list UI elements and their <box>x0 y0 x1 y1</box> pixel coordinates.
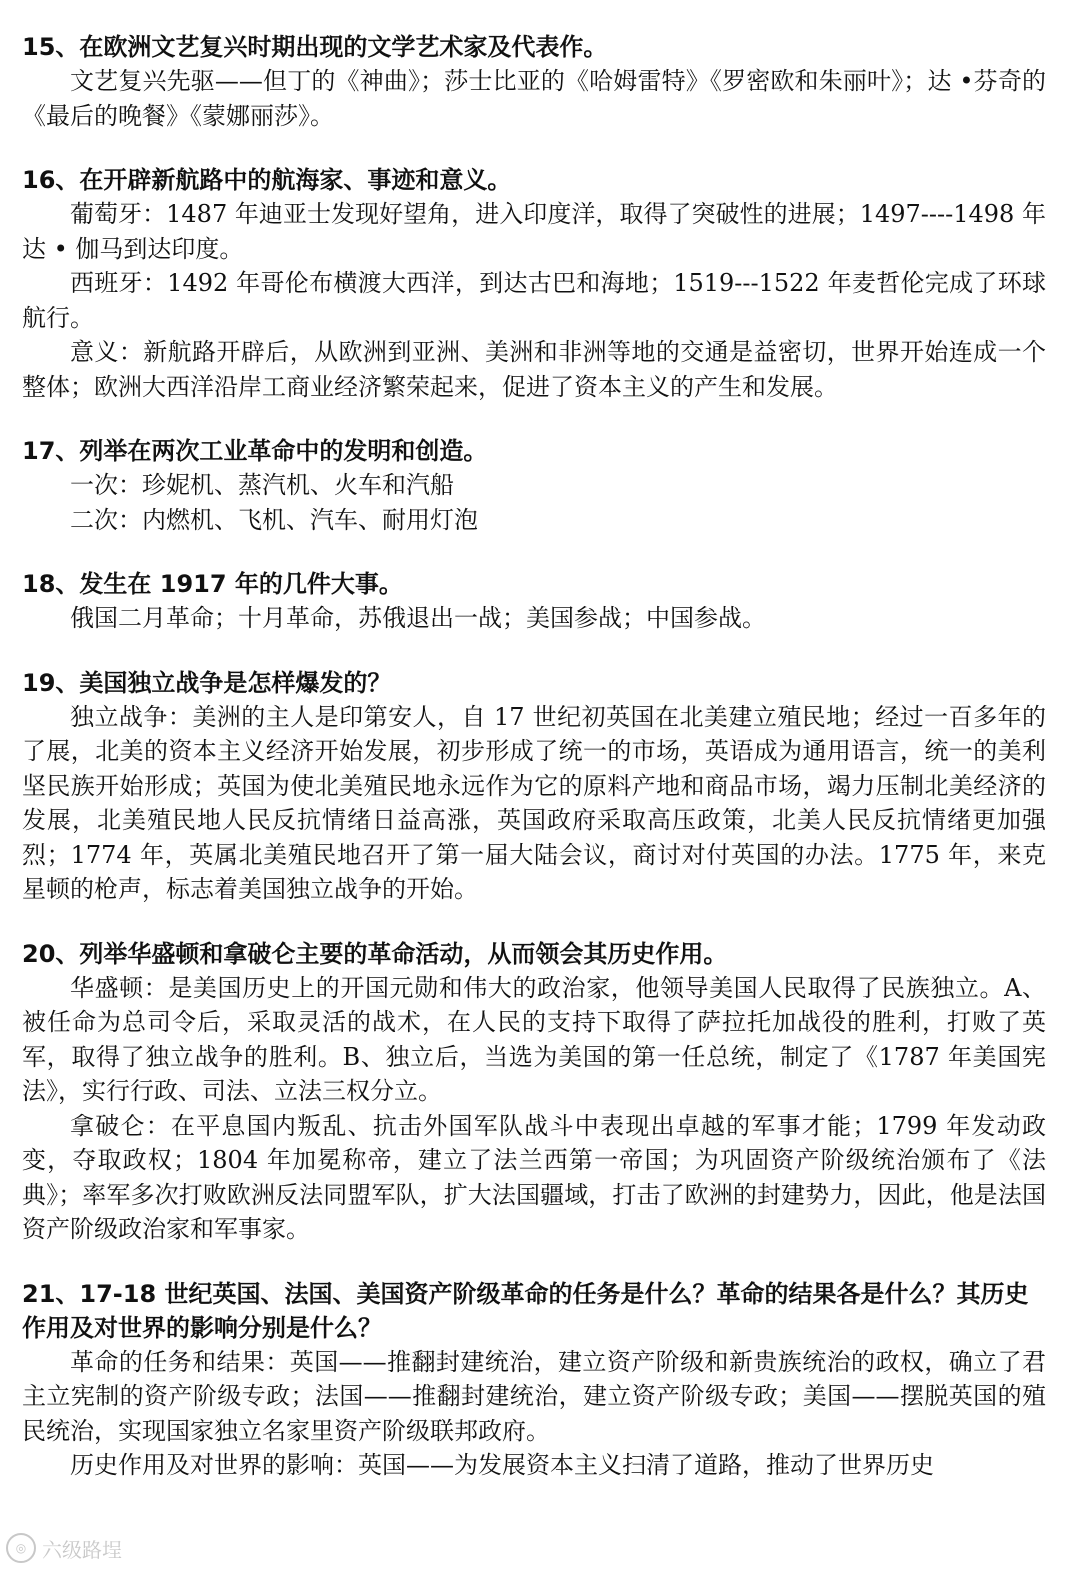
question-heading: 16、在开辟新航路中的航海家、事迹和意义。 <box>22 166 512 194</box>
section-16 <box>22 163 1046 404</box>
question-heading: 18、发生在 1917 年的几件大事。 <box>22 570 403 598</box>
section-17 <box>22 434 1046 537</box>
question-heading: 21、17-18 世纪英国、法国、美国资产阶级革命的任务是什么？革命的结果各是什么？其历史作用及对世界的影响分别是什么？ <box>22 1279 1029 1342</box>
paragraph: 意义：新航路开辟后，从欧洲到亚洲、美洲和非洲等地的交通是益密切，世界开始连成一个整体；欧洲大西洋沿岸工商业经济繁荣起来，促进了资本主义的产生和发展。 <box>22 338 1046 401</box>
document-page <box>22 30 1046 1513</box>
paragraph: 俄国二月革命；十月革命，苏俄退出一战；美国参战；中国参战。 <box>70 604 766 632</box>
watermark <box>6 1533 122 1563</box>
paragraph: 二次：内燃机、飞机、汽车、耐用灯泡 <box>70 505 478 534</box>
watermark-text: 六级路埕 <box>42 1537 122 1562</box>
question-heading: 17、列举在两次工业革命中的发明和创造。 <box>22 437 488 465</box>
paragraph: 一次：珍妮机、蒸汽机、火车和汽船 <box>70 471 454 499</box>
paragraph: 历史作用及对世界的影响：英国——为发展资本主义扫清了道路，推动了世界历史 <box>70 1451 934 1479</box>
paragraph: 革命的任务和结果：英国——推翻封建统治，建立资产阶级和新贵族统治的政权，确立了君主立宪制的资产阶级专政；法国——推翻封建统治，建立资产阶级专政；美国——摆脱英国的殖民统治，实现国家独立名家里资产阶级联邦政府。 <box>22 1347 1046 1445</box>
question-heading: 15、在欧洲文艺复兴时期出现的文学艺术家及代表作。 <box>22 33 608 61</box>
paragraph: 西班牙：1492 年哥伦布横渡大西洋，到达古巴和海地；1519---1522 年麦哲伦完成了环球航行。 <box>22 269 1046 332</box>
section-15 <box>22 30 1046 133</box>
circle-logo-icon: ◎ <box>6 1533 36 1563</box>
paragraph: 拿破仑：在平息国内叛乱、抗击外国军队战斗中表现出卓越的军事才能；1799 年发动政变，夺取政权；1804 年加冕称帝，建立了法兰西第一帝国；为巩固资产阶级统治颁布了《法典》；率军多次打败欧洲反法同盟军队，扩大法国疆域，打击了欧洲的封建势力，因此，他是法国资产阶级政治家和军事家。 <box>22 1111 1046 1243</box>
section-20 <box>22 937 1046 1247</box>
section-19 <box>22 666 1046 907</box>
paragraph: 文艺复兴先驱——但丁的《神曲》；莎士比亚的《哈姆雷特》《罗密欧和朱丽叶》；达 •芬奇的《最后的晚餐》《蒙娜丽莎》。 <box>22 67 1046 130</box>
question-heading: 19、美国独立战争是怎样爆发的？ <box>22 668 392 697</box>
section-21 <box>22 1277 1046 1483</box>
paragraph: 独立战争：美洲的主人是印第安人，自 17 世纪初英国在北美建立殖民地；经过一百多年的了展，北美的资本主义经济开始发展，初步形成了统一的市场，英语成为通用语言，统一的美利坚民族开始形成；英国为使北美殖民地永远作为它的原料产地和商品市场，竭力压制北美经济的发展，北美殖民地人民反抗情绪日益高涨，英国政府采取高压政策，北美人民反抗情绪更加强烈；1774 年，英属北美殖民地召开了第一届大陆会议，商讨对付英国的办法。1775 年，来克星顿的枪声，标志着美国独立战争的开始。 <box>22 702 1046 903</box>
section-18 <box>22 567 1046 636</box>
paragraph: 华盛顿：是美国历史上的开国元勋和伟大的政治家，他领导美国人民取得了民族独立。A、被任命为总司令后，采取灵活的战术，在人民的支持下取得了萨拉托加战役的胜利，打败了英军，取得了独立战争的胜利。B、独立后，当选为美国的第一任总统，制定了《1787 年美国宪法》，实行行政、司法、立法三权分立。 <box>22 973 1046 1105</box>
paragraph: 葡萄牙：1487 年迪亚士发现好望角，进入印度洋，取得了突破性的进展；1497----1498 年达 • 伽马到达印度。 <box>22 200 1046 263</box>
question-heading: 20、列举华盛顿和拿破仑主要的革命活动，从而领会其历史作用。 <box>22 939 728 968</box>
